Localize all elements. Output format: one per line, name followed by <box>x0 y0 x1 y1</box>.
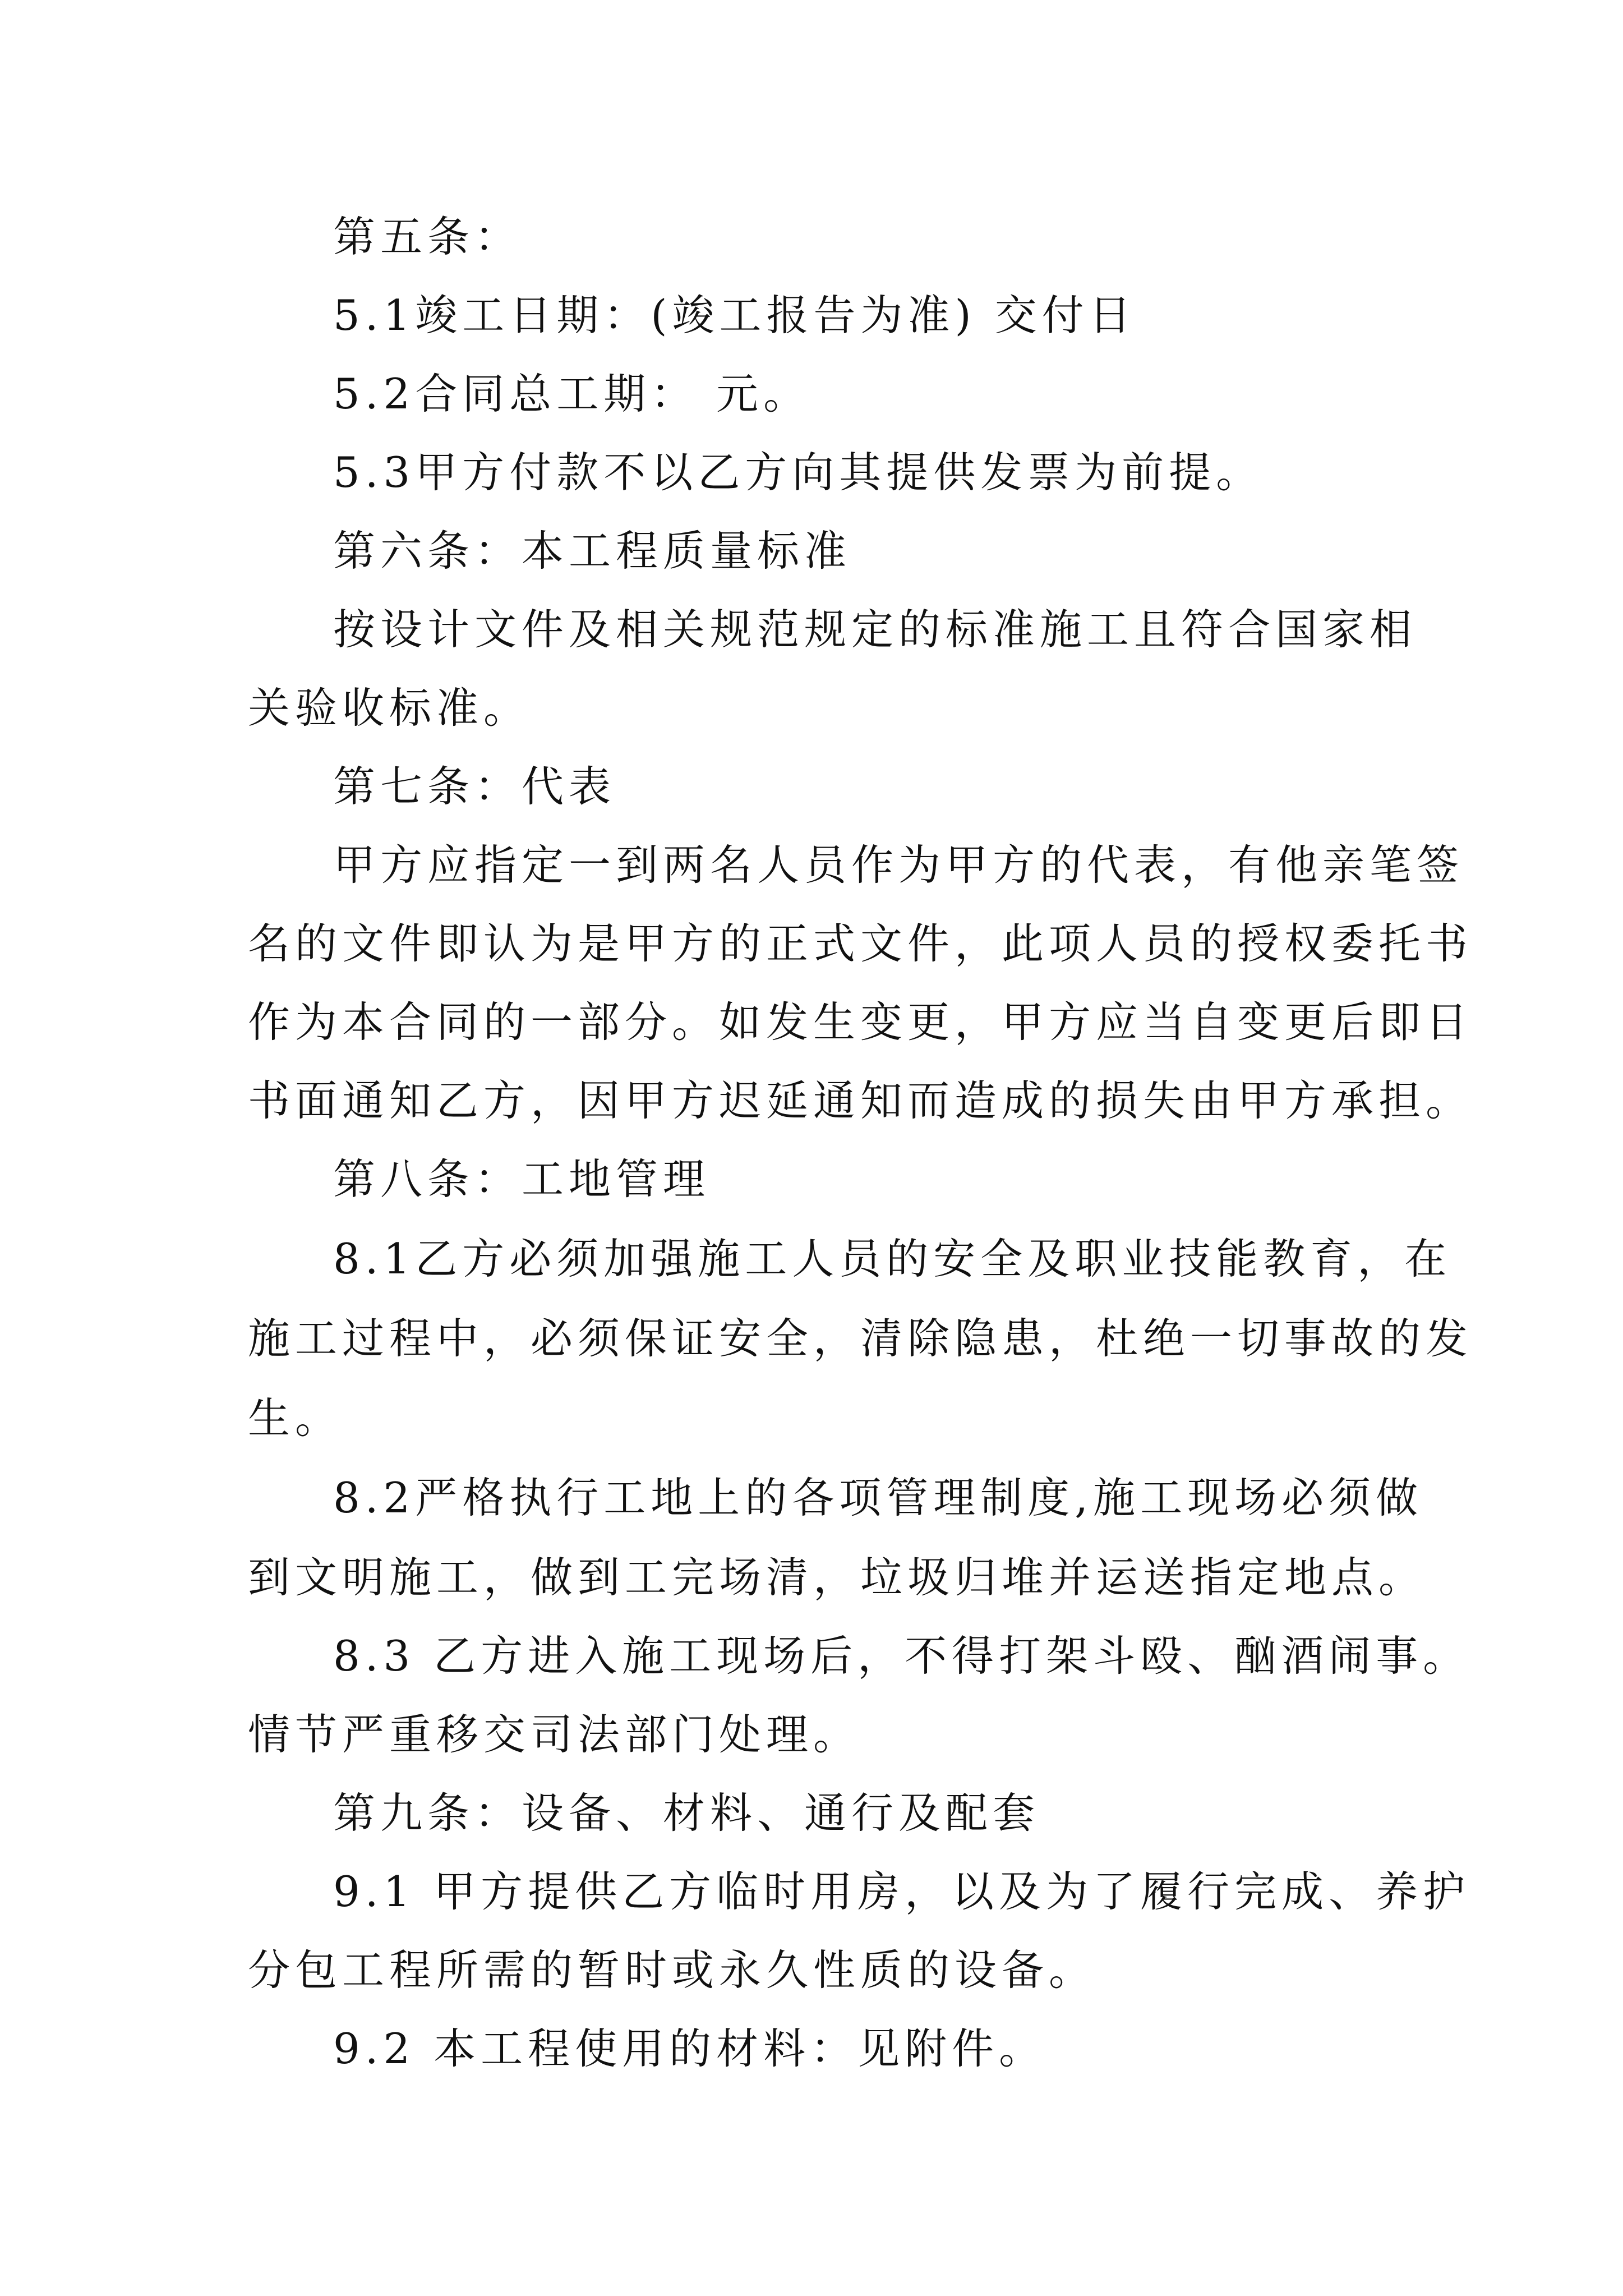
clause-8-1-line-2: 施工过程中，必须保证安全，清除隐患，杜绝一切事故的发 <box>248 1314 1473 1363</box>
article-5-heading: 第五条： <box>333 212 522 261</box>
article-9-heading: 第九条：设备、材料、通行及配套 <box>333 1788 1040 1838</box>
article-8-heading: 第八条：工地管理 <box>333 1154 711 1204</box>
clause-9-1-line-1: 9.1 甲方提供乙方临时用房，以及为了履行完成、养护 <box>333 1867 1470 1916</box>
clause-5-2: 5.2合同总工期： 元。 <box>333 369 811 418</box>
clause-9-2: 9.2 本工程使用的材料：见附件。 <box>333 2024 1046 2073</box>
clause-8-2-line-1: 8.2严格执行工地上的各项管理制度,施工现场必须做 <box>333 1473 1423 1522</box>
clause-8-3-line-1: 8.3 乙方进入施工现场后，不得打架斗殴、酗酒闹事。 <box>333 1631 1470 1681</box>
article-7-heading: 第七条：代表 <box>333 762 616 811</box>
article-7-text-line-2: 名的文件即认为是甲方的正式文件，此项人员的授权委托书 <box>248 919 1473 968</box>
clause-8-2-line-2: 到文明施工，做到工完场清，垃圾归堆并运送指定地点。 <box>248 1553 1426 1602</box>
article-6-heading: 第六条：本工程质量标准 <box>333 526 852 576</box>
clause-9-1-line-2: 分包工程所需的暂时或永久性质的设备。 <box>248 1945 1096 1995</box>
clause-8-1-line-1: 8.1乙方必须加强施工人员的安全及职业技能教育，在 <box>333 1234 1452 1283</box>
clause-5-1: 5.1竣工日期：(竣工报告为准) 交付日 <box>333 291 1136 340</box>
clause-8-3-line-2: 情节严重移交司法部门处理。 <box>248 1710 861 1759</box>
article-7-text-line-4: 书面通知乙方，因甲方迟延通知而造成的损失由甲方承担。 <box>248 1076 1473 1125</box>
article-7-text-line-1: 甲方应指定一到两名人员作为甲方的代表，有他亲笔签 <box>333 840 1464 890</box>
article-7-text-line-3: 作为本合同的一部分。如发生变更，甲方应当自变更后即日 <box>248 997 1473 1047</box>
article-6-text-line-1: 按设计文件及相关规范规定的标准施工且符合国家相 <box>333 605 1417 654</box>
article-6-text-line-2: 关验收标准。 <box>248 683 531 733</box>
clause-5-3: 5.3甲方付款不以乙方向其提供发票为前提。 <box>333 448 1264 497</box>
clause-8-1-line-3: 生。 <box>248 1393 343 1443</box>
